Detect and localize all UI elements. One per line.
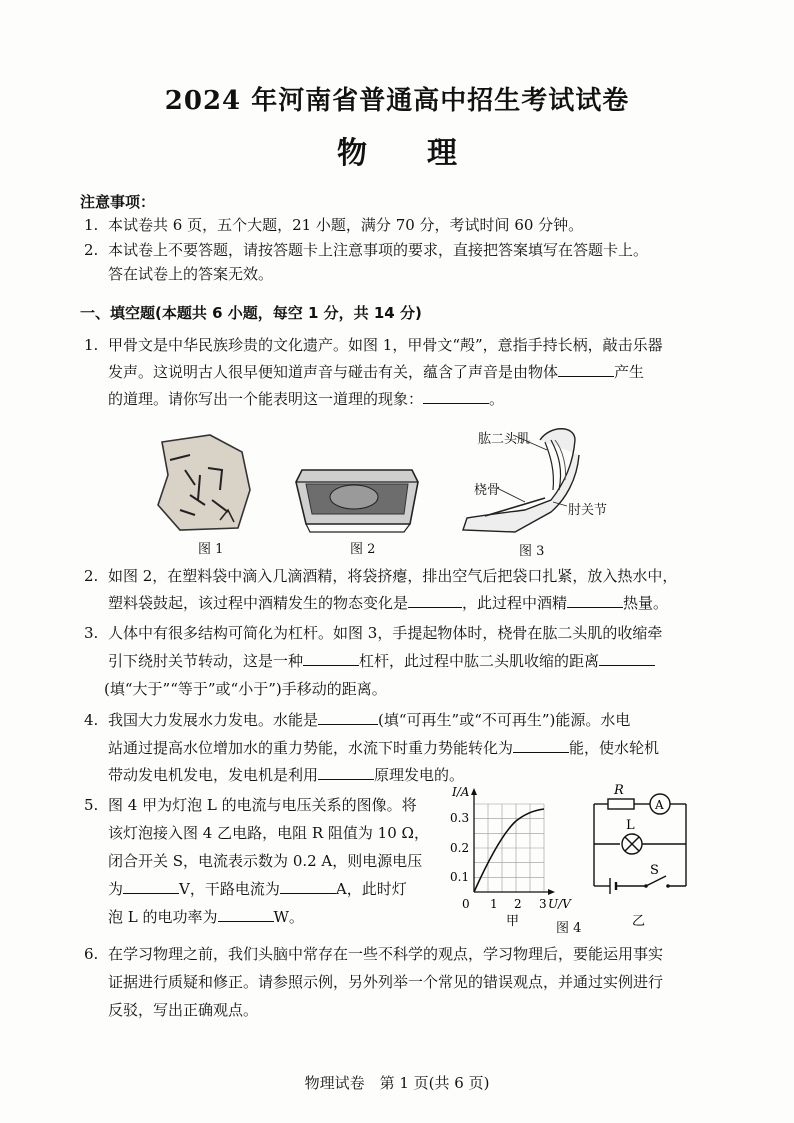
x-axis-label: U/V bbox=[548, 897, 571, 911]
switch-label: S bbox=[650, 863, 659, 878]
question-6-line-3: 反驳，写出正确观点。 bbox=[108, 1001, 259, 1019]
question-text: 杠杆，此过程中肱二头肌收缩的距离 bbox=[359, 652, 600, 670]
sub-figure-a-label: 甲 bbox=[506, 914, 520, 929]
lamp-label: L bbox=[626, 818, 635, 833]
figure-4b-circuit bbox=[582, 782, 702, 932]
answer-blank[interactable] bbox=[318, 710, 378, 725]
question-text: 甲骨文是中华民族珍贵的文化遗产。如图 1，甲骨文“殸”，意指手持长柄，敲击乐器 bbox=[108, 336, 663, 354]
answer-blank[interactable] bbox=[318, 765, 374, 780]
x-tick-label: 2 bbox=[514, 897, 522, 911]
figure-4a-iu-graph bbox=[444, 782, 584, 930]
resistor-label: R bbox=[614, 783, 624, 798]
y-tick-label: 0.2 bbox=[450, 841, 470, 855]
question-4-line-3 bbox=[108, 765, 464, 785]
question-number: 4. bbox=[84, 711, 99, 729]
question-5-line-4 bbox=[108, 879, 407, 899]
y-axis-label: I/A bbox=[452, 785, 470, 799]
answer-blank[interactable] bbox=[408, 593, 462, 608]
notice-item-1 bbox=[84, 215, 583, 235]
label-elbow: 肘关节 bbox=[568, 503, 608, 518]
answer-blank[interactable] bbox=[599, 651, 655, 666]
notice-item-text: 本试卷共 6 页，五个大题，21 小题，满分 70 分，考试时间 60 分钟。 bbox=[108, 216, 584, 234]
answer-blank[interactable] bbox=[123, 879, 179, 894]
answer-blank[interactable] bbox=[218, 907, 274, 922]
x-tick-label: 0 bbox=[462, 897, 470, 911]
exam-title: 2024 年河南省普通高中招生考试试卷 bbox=[164, 86, 630, 116]
answer-blank[interactable] bbox=[280, 879, 336, 894]
question-text: 热量。 bbox=[623, 594, 669, 612]
question-1-line-3 bbox=[108, 389, 504, 409]
question-text: 人体中有很多结构可简化为杠杆。如图 3，手提起物体时，桡骨在肱二头肌的收缩牵 bbox=[108, 624, 663, 642]
question-text: 如图 2，在塑料袋中滴入几滴酒精，将袋挤瘪，排出空气后把袋口扎紧，放入热水中， bbox=[108, 567, 678, 585]
question-text: 我国大力发展水力发电。水能是 bbox=[108, 711, 319, 729]
question-4-line-1 bbox=[84, 710, 630, 730]
figure-1-oracle-bone bbox=[150, 430, 260, 535]
question-text: 。 bbox=[489, 390, 505, 408]
question-text: 发声。这说明古人很早便知道声音与碰击有关，蕴含了声音是由物体 bbox=[108, 363, 559, 381]
question-6-line-2: 证据进行质疑和修正。请参照示例，另外列举一个常见的错误观点，并通过实例进行 bbox=[108, 973, 664, 991]
answer-blank[interactable] bbox=[567, 593, 623, 608]
ammeter-label: A bbox=[655, 798, 664, 812]
question-text: 在学习物理之前，我们头脑中常存在一些不科学的观点，学习物理后，要能运用事实 bbox=[108, 945, 664, 963]
question-number: 2. bbox=[84, 567, 99, 585]
question-text: 带动发电机发电，发电机是利用 bbox=[108, 766, 319, 784]
question-text: 原理发电的。 bbox=[374, 766, 465, 784]
label-radius: 桡骨 bbox=[474, 483, 501, 498]
answer-blank[interactable] bbox=[423, 389, 489, 404]
label-biceps: 肱二头肌 bbox=[478, 432, 531, 447]
notice-item-2-cont: 答在试卷上的答案无效。 bbox=[108, 265, 274, 283]
question-text: 为 bbox=[108, 880, 124, 898]
notice-item-num: 2. bbox=[84, 241, 99, 259]
question-5-line-3: 闭合开关 S，电流表示数为 0.2 A，则电源电压 bbox=[108, 852, 423, 870]
question-text: 图 4 甲为灯泡 L 的电流与电压关系的图像。将 bbox=[108, 796, 417, 814]
figure-1-caption: 图 1 bbox=[198, 542, 224, 557]
section-heading: 一、填空题(本题共 6 小题，每空 1 分，共 14 分) bbox=[80, 304, 422, 322]
subject-title: 物 理 bbox=[337, 136, 457, 171]
question-text: 塑料袋鼓起，该过程中酒精发生的物态变化是 bbox=[108, 594, 409, 612]
question-2-line-1 bbox=[84, 566, 677, 586]
question-text: 能，使水轮机 bbox=[569, 739, 660, 757]
page-footer: 物理试卷 第 1 页(共 6 页) bbox=[304, 1074, 490, 1092]
question-5-line-1 bbox=[84, 795, 417, 815]
question-text: V，干路电流为 bbox=[179, 880, 280, 898]
answer-blank[interactable] bbox=[558, 362, 614, 377]
question-text: (填“可再生”或“不可再生”)能源。水电 bbox=[378, 711, 631, 729]
question-1-line-2 bbox=[108, 362, 644, 382]
y-axis-arrow-icon bbox=[471, 788, 477, 795]
x-axis-arrow-icon bbox=[548, 889, 555, 895]
x-tick-label: 3 bbox=[539, 897, 547, 911]
figure-2-bag-in-water bbox=[292, 462, 422, 534]
question-6-line-1 bbox=[84, 944, 663, 964]
answer-blank[interactable] bbox=[513, 738, 569, 753]
question-3-line-3: (填“大于”“等于”或“小于”)手移动的距离。 bbox=[104, 680, 387, 698]
resistor-symbol bbox=[608, 799, 634, 809]
question-text: ，此过程中酒精 bbox=[462, 594, 568, 612]
figure-4-caption: 图 4 bbox=[556, 921, 582, 936]
question-text: 的道理。请你写出一个能表明这一道理的现象： bbox=[108, 390, 424, 408]
iu-curve bbox=[474, 809, 544, 892]
question-2-line-2 bbox=[108, 593, 668, 613]
question-text: 泡 L 的电功率为 bbox=[108, 908, 218, 926]
notice-item-text: 本试卷上不要答题，请按答题卡上注意事项的要求，直接把答案填写在答题卡上。 bbox=[108, 241, 649, 259]
notice-item-2 bbox=[84, 240, 648, 260]
question-text: 产生 bbox=[614, 363, 645, 381]
question-number: 3. bbox=[84, 624, 99, 642]
notice-item-num: 1. bbox=[84, 216, 99, 234]
question-number: 1. bbox=[84, 336, 99, 354]
question-number: 5. bbox=[84, 796, 99, 814]
question-text: W。 bbox=[273, 908, 304, 926]
y-tick-label: 0.3 bbox=[450, 811, 470, 825]
sub-figure-b-label: 乙 bbox=[632, 914, 646, 929]
x-tick-label: 1 bbox=[490, 897, 498, 911]
answer-blank[interactable] bbox=[303, 651, 359, 666]
question-1-line-1 bbox=[84, 335, 663, 355]
question-5-line-2: 该灯泡接入图 4 乙电路，电阻 R 阻值为 10 Ω， bbox=[108, 824, 429, 842]
y-tick-label: 0.1 bbox=[450, 870, 470, 884]
question-3-line-2 bbox=[108, 651, 655, 671]
question-3-line-1 bbox=[84, 623, 662, 643]
figure-3-caption: 图 3 bbox=[519, 544, 545, 559]
question-number: 6. bbox=[84, 945, 99, 963]
question-text: 站通过提高水位增加水的重力势能，水流下时重力势能转化为 bbox=[108, 739, 514, 757]
question-text: A，此时灯 bbox=[335, 880, 407, 898]
question-text: 引下绕肘关节转动，这是一种 bbox=[108, 652, 304, 670]
question-5-line-5 bbox=[108, 907, 304, 927]
notice-heading: 注意事项： bbox=[80, 193, 156, 211]
question-4-line-2 bbox=[108, 738, 659, 758]
figure-2-caption: 图 2 bbox=[350, 542, 376, 557]
